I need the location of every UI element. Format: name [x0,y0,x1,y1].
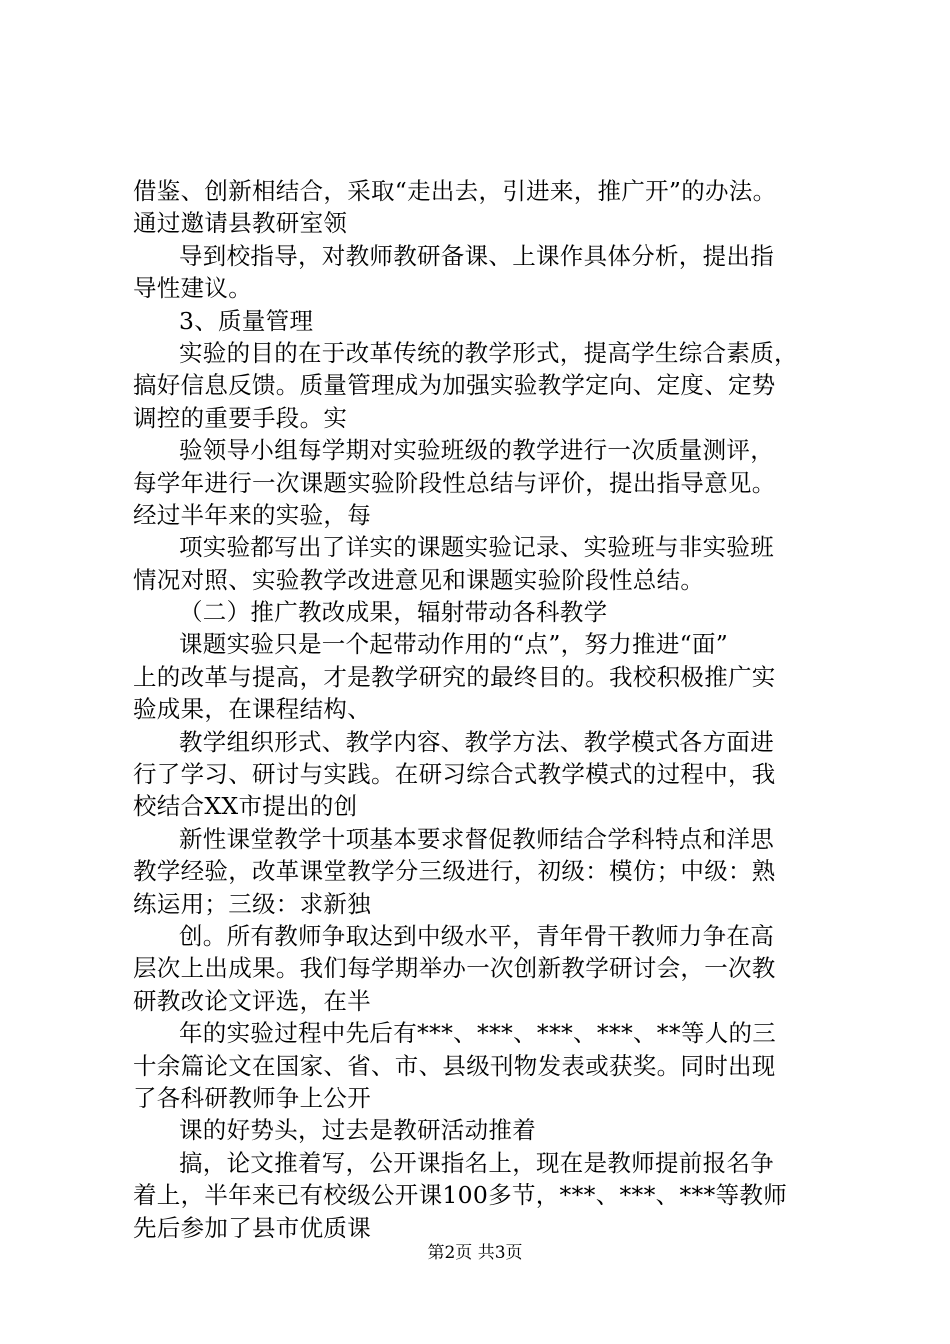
text-line: 新性课堂教学十项基本要求督促教师结合学科特点和洋思 [179,824,774,853]
text-line: 十余篇论文在国家、省、市、县级刊物发表或获奖。同时出现 [133,1051,776,1080]
text-line: 借鉴、创新相结合，采取“走出去，引进来，推广开”的办法。 [133,177,777,205]
text-line: 先后参加了县市优质课 [133,1213,371,1242]
text-line: 教学经验，改革课堂教学分三级进行，初级：模仿；中级：熟 [133,857,776,886]
text-line: 练运用；三级：求新独 [133,889,371,918]
text-line: 导性建议。 [133,274,252,303]
text-line: 3、质量管理 [179,306,314,335]
text-line: 了各科研教师争上公开 [133,1083,371,1112]
text-line: 每学年进行一次课题实验阶段性总结与评价，提出指导意见。 [133,468,776,497]
text-line: 课的好势头，过去是教研活动推着 [179,1116,536,1145]
text-line: 着上，半年来已有校级公开课100多节，***、***、***等教师 [133,1181,788,1210]
text-line: 验领导小组每学期对实验班级的教学进行一次质量测评， [179,436,774,465]
text-line: （二）推广教改成果，辐射带动各科教学 [179,598,608,627]
text-line: 搞好信息反馈。质量管理成为加强实验教学定向、定度、定势 [133,371,776,400]
text-line: 层次上出成果。我们每学期举办一次创新教学研讨会，一次教 [133,954,776,983]
text-line: 上的改革与提高，才是教学研究的最终目的。我校积极推广实 [133,662,776,691]
text-line: 经过半年来的实验，每 [133,500,371,529]
document-body [133,175,833,1244]
text-line: 通过邀请县教研室领 [133,209,348,238]
text-line: 行了学习、研讨与实践。在研习综合式教学模式的过程中，我 [133,760,776,789]
text-line: 调控的重要手段。实 [133,403,348,432]
text-line: 课题实验只是一个起带动作用的“点”，努力推进“面” [179,630,729,659]
text-line: 实验的目的在于改革传统的教学形式，提高学生综合素质， [179,338,798,367]
text-line: 导到校指导，对教师教研备课、上课作具体分析，提出指 [179,241,774,270]
text-line: 情况对照、实验教学改进意见和课题实验阶段性总结。 [133,565,705,594]
text-line: 验成果，在课程结构、 [133,695,371,724]
text-line: 创。所有教师争取达到中级水平，青年骨干教师力争在高 [179,921,774,950]
text-line: 年的实验过程中先后有***、***、***、***、**等人的三 [179,1019,777,1048]
text-line: 项实验都写出了详实的课题实验记录、实验班与非实验班 [179,533,774,562]
text-line: 研教改论文评选，在半 [133,986,371,1015]
text-line: 校结合XX市提出的创 [133,792,358,821]
page-footer: 第2页 共3页 [427,1243,523,1263]
text-line: 搞，论文推着写，公开课指名上，现在是教师提前报名争 [179,1148,774,1177]
text-line: 教学组织形式、教学内容、教学方法、教学模式各方面进 [179,727,774,756]
